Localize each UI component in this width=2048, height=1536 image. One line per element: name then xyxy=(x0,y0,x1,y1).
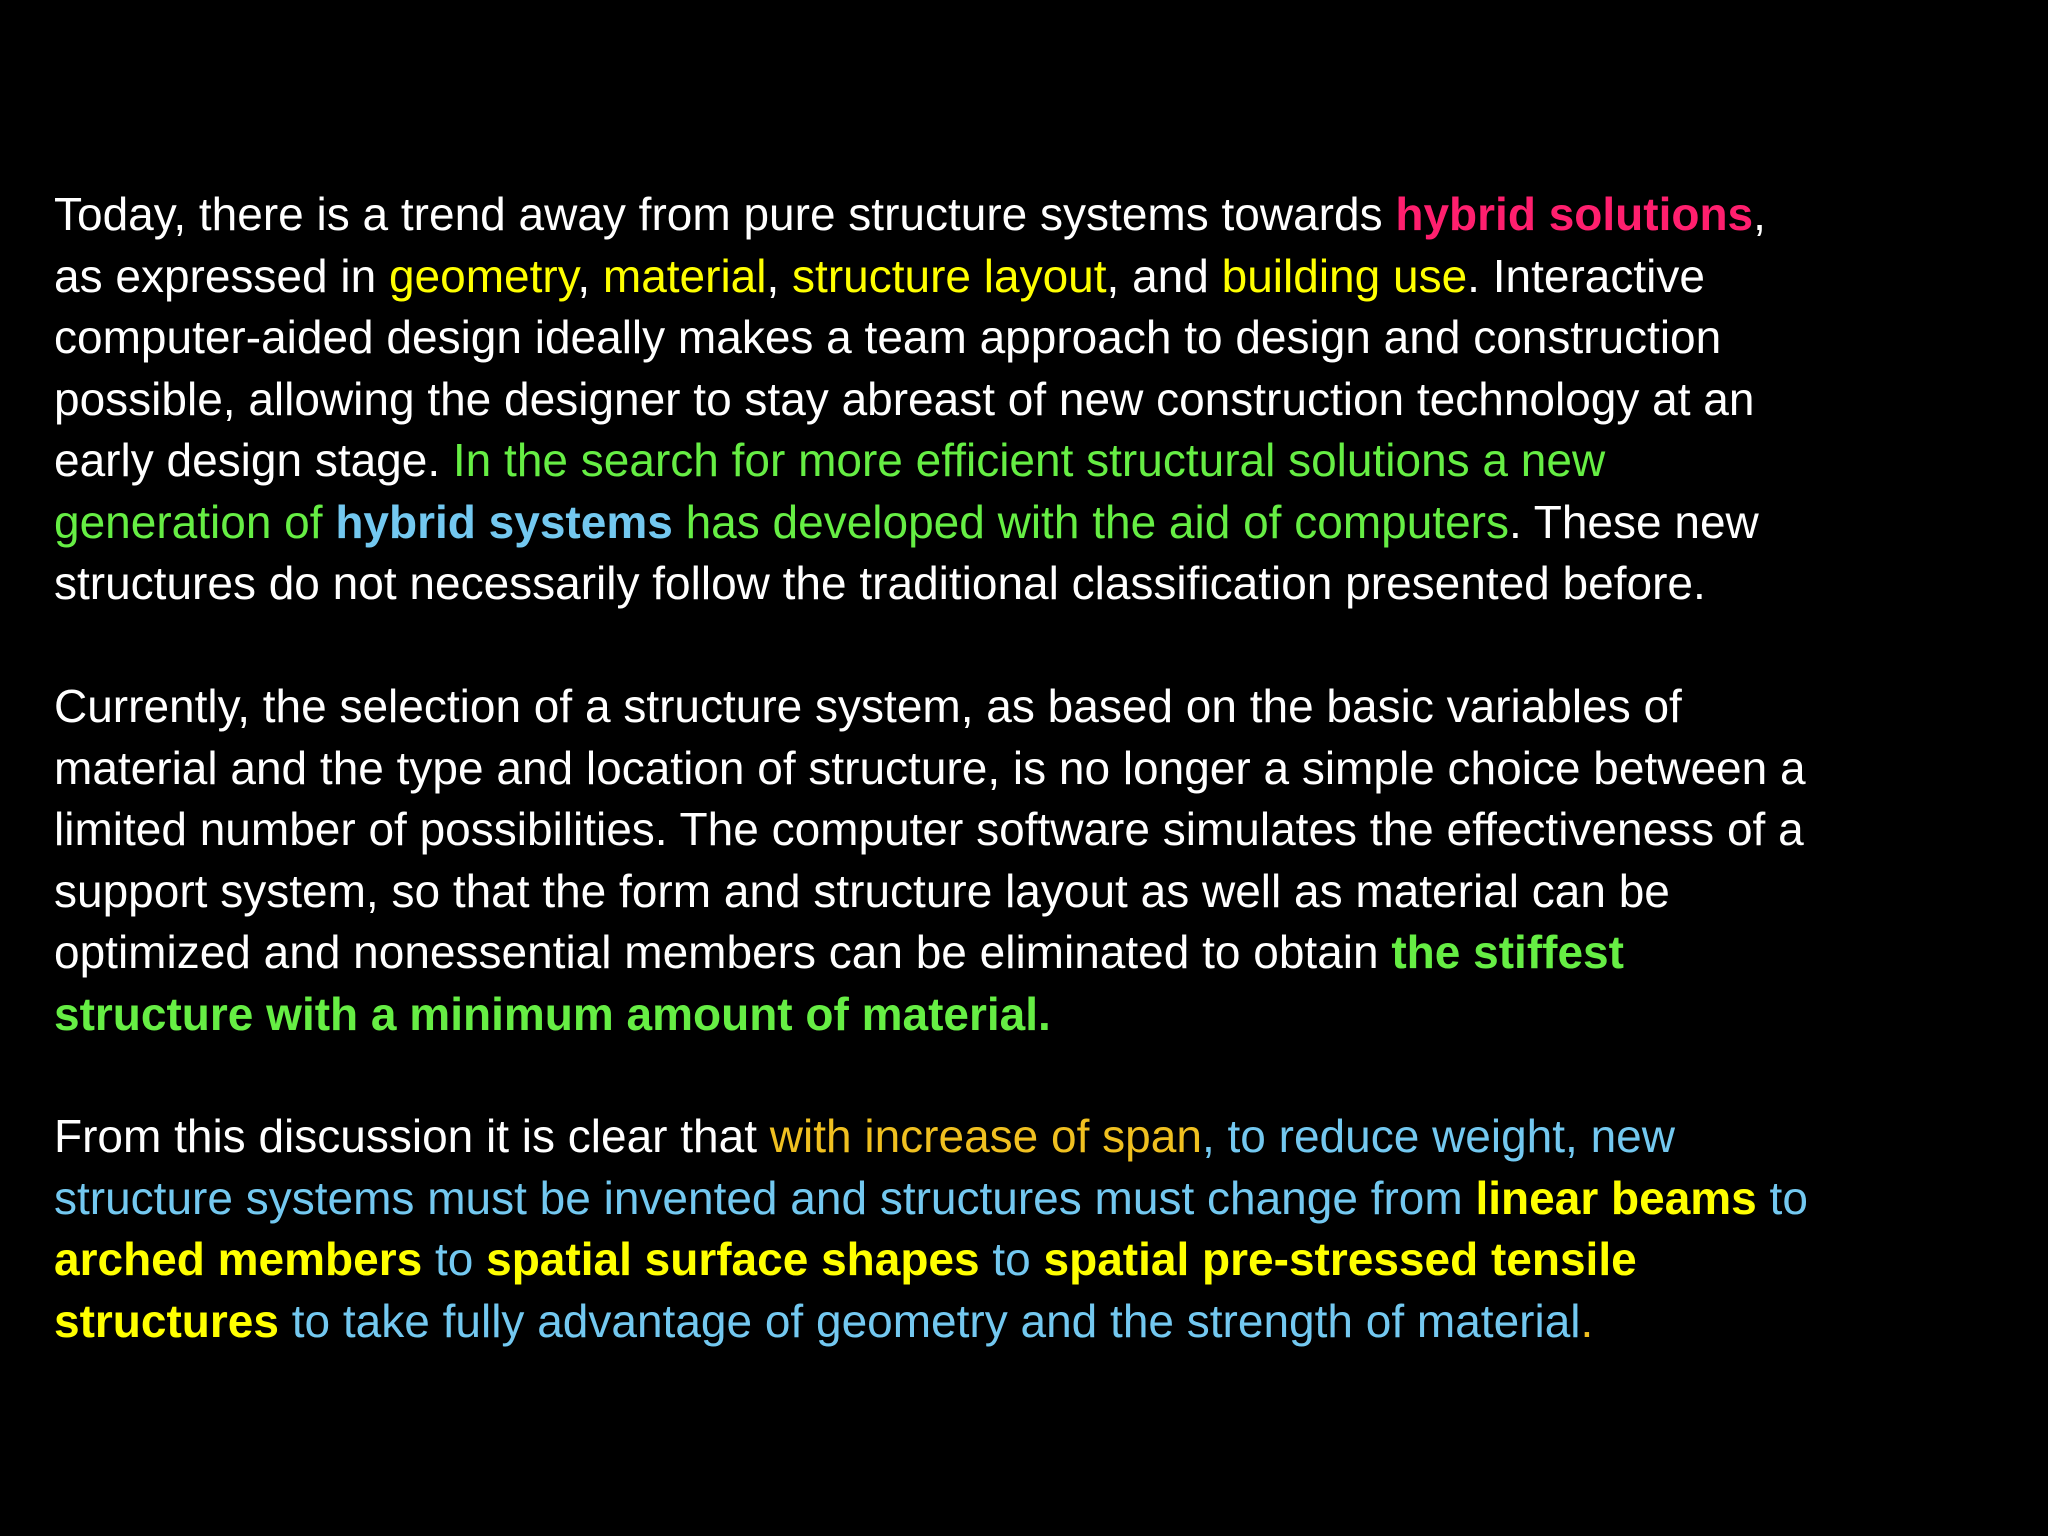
text-line xyxy=(54,1106,2044,1168)
text-run: . These new xyxy=(1509,495,1759,548)
highlighted-text: arched members xyxy=(54,1233,423,1285)
text-run: structure systems must be invented and structures must change from xyxy=(54,1171,1476,1224)
text-run: support system, so that the form and structure layout as well as material can be xyxy=(54,864,1670,917)
highlighted-text: spatial pre-stressed tensile xyxy=(1043,1233,1637,1285)
highlighted-text: linear beams xyxy=(1475,1171,1757,1224)
text-line xyxy=(54,184,2044,246)
text-run: structure layout xyxy=(792,249,1107,302)
text-run: . Interactive xyxy=(1467,249,1705,302)
text-run: . xyxy=(1580,1294,1594,1347)
text-run: , xyxy=(766,249,793,302)
text-run: building use xyxy=(1221,249,1468,302)
text-line xyxy=(54,246,2044,308)
text-line xyxy=(54,676,2044,738)
text-run: with increase of span xyxy=(769,1110,1202,1162)
text-line xyxy=(54,984,2044,1046)
text-run: possible, allowing the designer to stay abreast of new construction technology at an xyxy=(54,372,1755,425)
highlighted-text: hybrid systems xyxy=(335,495,673,548)
text-line xyxy=(54,430,2044,492)
text-line xyxy=(54,922,2044,984)
highlighted-text: hybrid solutions xyxy=(1395,188,1754,240)
text-run: generation of xyxy=(54,495,336,548)
text-line xyxy=(54,861,2044,923)
text-line xyxy=(54,1229,2044,1291)
text-run: Today, there is a trend away from pure structure systems towards xyxy=(54,188,1396,240)
text-run: From this discussion it is clear that xyxy=(54,1110,770,1162)
highlighted-text: spatial surface shapes xyxy=(486,1233,980,1285)
text-run: , to reduce weight, new xyxy=(1201,1110,1675,1162)
text-run: has developed with the aid of computers xyxy=(672,495,1509,548)
text-run: to xyxy=(1756,1171,1808,1224)
highlighted-text: structure with a minimum amount of material. xyxy=(54,987,1051,1040)
text-run: , xyxy=(577,249,603,302)
text-run: optimized and nonessential members can be eliminated to obtain xyxy=(54,926,1392,978)
text-line xyxy=(54,1291,2044,1353)
text-line xyxy=(54,738,2044,800)
text-run: , and xyxy=(1106,249,1222,302)
paragraph-structure-selection xyxy=(54,676,2044,1045)
highlighted-text: the stiffest xyxy=(1391,926,1624,978)
paragraph-hybrid-solutions xyxy=(54,184,2044,615)
text-line xyxy=(54,553,2044,615)
text-run: to take fully advantage of geometry and the strength of material xyxy=(278,1294,1581,1347)
text-line xyxy=(54,307,2044,369)
text-run: limited number of possibilities. The computer software simulates the effectiveness of a xyxy=(54,803,1804,855)
text-run: geometry xyxy=(388,249,578,302)
text-run: early design stage. xyxy=(54,434,453,486)
text-line xyxy=(54,369,2044,431)
text-run: In the search for more efficient structural solutions a new xyxy=(452,434,1606,486)
text-run: structures do not necessarily follow the traditional classification presented before. xyxy=(54,557,1706,609)
text-run: Currently, the selection of a structure system, as based on the basic variables of xyxy=(54,680,1682,732)
text-line xyxy=(54,492,2044,554)
text-run: to xyxy=(422,1233,487,1285)
text-run: as expressed in xyxy=(54,249,389,302)
text-run: to xyxy=(979,1233,1044,1285)
text-run: material xyxy=(602,249,767,302)
text-run: material and the type and location of structure, is no longer a simple choice between a xyxy=(54,741,1806,794)
highlighted-text: structures xyxy=(54,1294,279,1347)
text-run: computer-aided design ideally makes a team approach to design and construction xyxy=(54,311,1722,363)
text-line xyxy=(54,1168,2044,1230)
text-line xyxy=(54,799,2044,861)
text-run: , xyxy=(1753,188,1766,240)
paragraph-span-discussion xyxy=(54,1106,2044,1352)
